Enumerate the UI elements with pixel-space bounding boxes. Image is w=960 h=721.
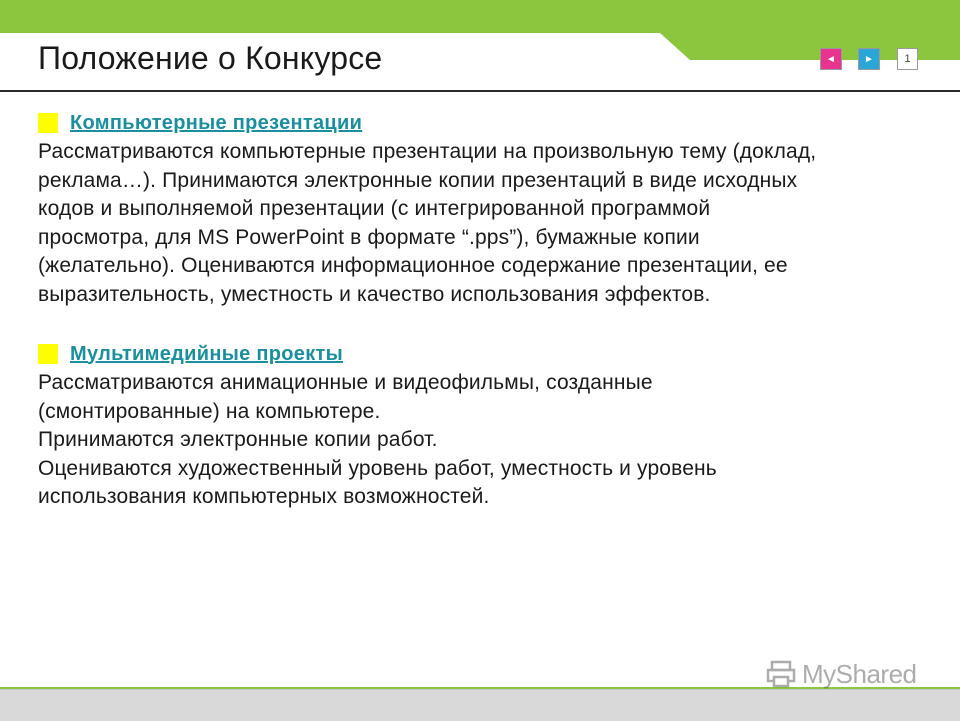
slide-title: Положение о Конкурсе <box>38 40 383 76</box>
watermark <box>766 657 917 691</box>
section-heading-row <box>38 108 918 138</box>
previous-slide-button[interactable] <box>820 48 842 70</box>
slide-number: 1 <box>897 48 918 70</box>
section-multimedia-projects <box>38 339 918 512</box>
computer-presentations-link[interactable]: Компьютерные презентации <box>70 111 363 134</box>
arrow-left-icon: ◄ <box>826 53 836 65</box>
watermark-text: MyShared <box>802 658 917 689</box>
computer-presentations-description: Рассматриваются компьютерные презентации на произвольную тему (доклад, реклама…). Принимаются электронные копии презентаций в виде исходных кодов и выполняемой презентации (с интегрированной программой просмотра, для MS PowerPoint в формате “.pps”), бумажные копии (желательно). Оцениваются информационное содержание презентации, ее выразительность, уместность и качество использования эффектов. <box>38 140 817 306</box>
multimedia-projects-link[interactable]: Мультимедийные проекты <box>70 342 344 365</box>
title-divider <box>0 90 960 92</box>
printer-logo-icon <box>766 659 796 689</box>
square-bullet-icon <box>38 344 58 364</box>
next-slide-button[interactable] <box>858 48 880 70</box>
arrow-right-icon: ► <box>864 53 874 65</box>
footer-band <box>0 689 960 721</box>
section-computer-presentations <box>38 108 918 309</box>
multimedia-projects-description: Рассматриваются анимационные и видеофильмы, созданные (смонтированные) на компьютере. Принимаются электронные копии работ. Оцениваются художественный уровень работ, уместность и уровень использования компьютерных возможностей. <box>38 371 717 508</box>
section-heading-row <box>38 339 918 369</box>
square-bullet-icon <box>38 113 58 133</box>
